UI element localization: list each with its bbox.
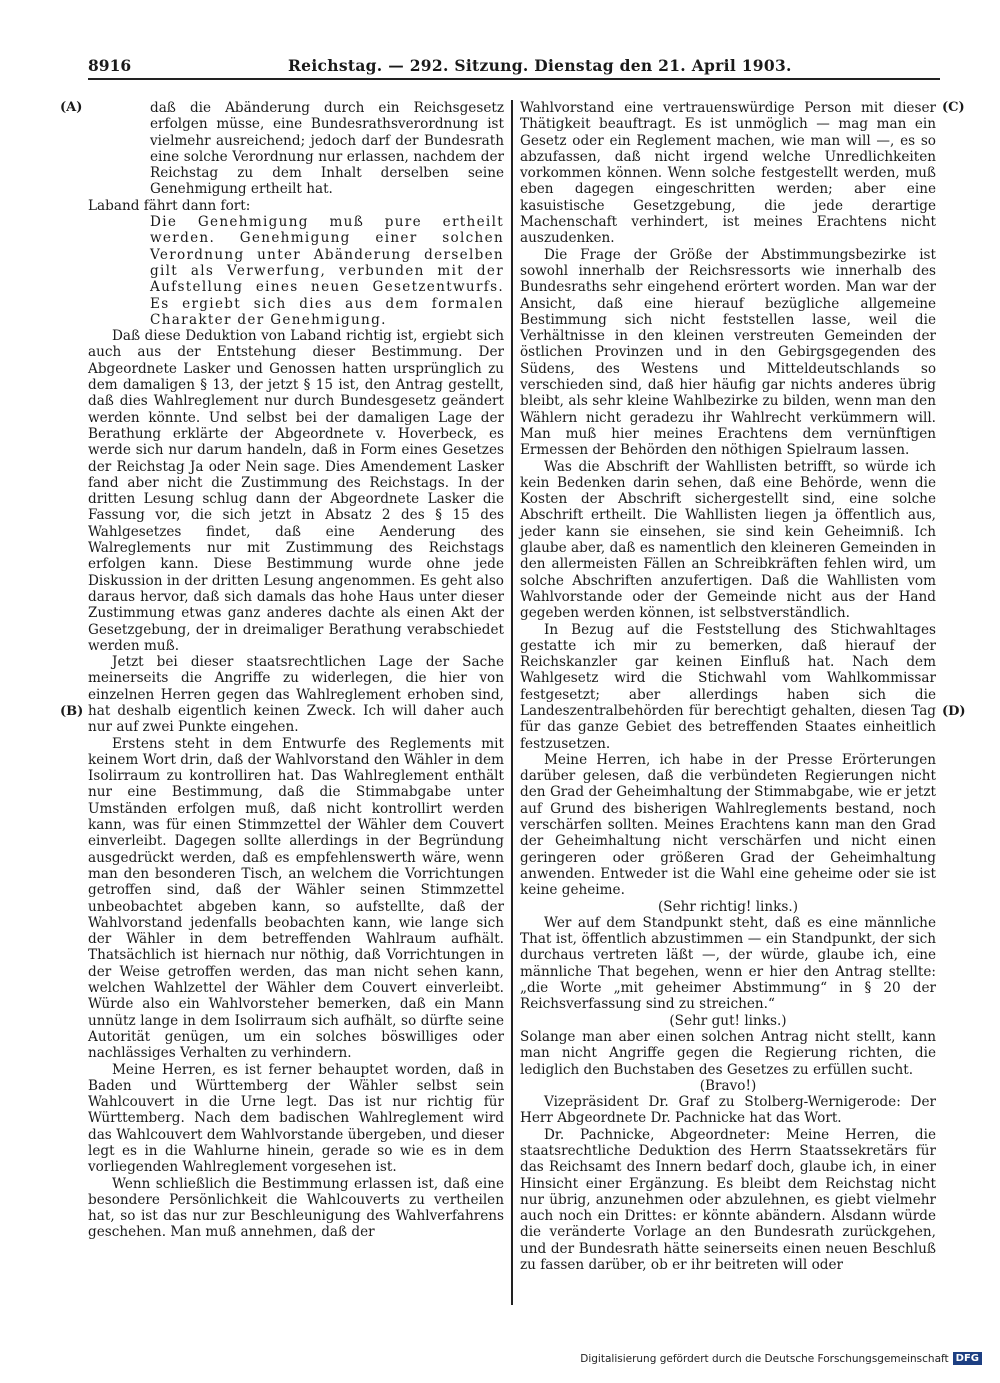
- running-title: Reichstag. — 292. Sitzung. Dienstag den 21. April 1903.: [288, 56, 792, 75]
- paragraph: In Bezug auf die Feststellung des Stichwahltages gestatte ich mir zu bemerken, daß hierauf der Reichskanzler gar keinen Einfluß hat. Nach dem Wahlgesetz wird die Stichwahl vom Wahlkommissar festgesetzt; aber allerdings haben sich die Landeszentralbehörden für berechtigt gehalten, diesen Tag für das ganze Gebiet des betreffenden Staates einheitlich festzusetzen.: [520, 621, 936, 752]
- paragraph: Daß diese Deduktion von Laband richtig ist, ergiebt sich auch aus der Entstehung dieser Bestimmung. Der Abgeordnete Lasker und Genossen hatten ursprünglich zu dem damaligen § 13, der jetzt § 15 ist, den Antrag gestellt, daß dies Wahlreglement nur durch Bundesgesetz geändert werden könnte. Und selbst bei der damaligen Lage der Berathung erklärte der Abgeordnete v. Hoverbeck, es werde sich nur darum handeln, daß in Form eines Gesetzes der Reichstag Ja oder Nein sage. Dies Amendement Lasker fand aber nicht die Zustimmung des Reichstags. In der dritten Lesung schlug dann der Abgeordnete Lasker die Fassung vor, die sich jetzt in Absatz 2 des § 15 des Wahlgesetzes findet, daß eine Aenderung des Walreglements nur mit Zustimmung des Reichstags erfolgen kann. Diese Bestimmung wurde ohne jede Diskussion in der dritten Lesung angenommen. Es geht also daraus hervor, daß sich damals das hohe Haus unter dieser Zustimmung etwas ganz anderes dachte als einen Akt der Gesetzgebung, der in dreimaliger Berathung verabschiedet werden muß.: [88, 328, 504, 654]
- paragraph: Die Frage der Größe der Abstimmungsbezirke ist sowohl innerhalb der Reichsressorts wie innerhalb des Bundesraths sehr eingehend erörtert worden. Man war der Ansicht, daß eine hierauf bezügliche allgemeine Bestimmung sich nicht feststellen lasse, weil die Verhältnisse in den kleinen verstreuten Gemeinden der östlichen Provinzen und in den Gebirgsgegenden des Südens, des Westens und Mitteldeutschlands so verschieden sind, daß hier häufig gar nichts anderes übrig bleibt, als sehr kleine Wahlbezirke zu bilden, wenn man den Wählern nicht geradezu ihr Wahlrecht verkümmern will. Man muß hier meines Erachtens dem vernünftigen Ermessen der Behörden den nöthigen Spielraum lassen.: [520, 246, 936, 459]
- page-header: [88, 54, 940, 80]
- quoted-paragraph: Die Genehmigung muß pure ertheilt werden. Genehmigung einer solchen Verordnung unter Abänderung derselben gilt als Verwerfung, verbunden mit der Aufstellung eines neuen Gesetzentwurfs. Es ergiebt sich dies aus dem formalen Charakter der Genehmigung.: [150, 214, 504, 328]
- page-number: 8916: [88, 56, 132, 75]
- interjection: (Sehr richtig! links.): [657, 898, 799, 915]
- paragraph: [88, 198, 504, 214]
- interjection: (Bravo!): [699, 1077, 757, 1094]
- paragraph: Erstens steht in dem Entwurfe des Reglements mit keinem Wort drin, daß der Wahlvorstand den Wähler in dem Isolirraum zu kontrolliren hat. Das Wahlreglement enthält nur eine Bestimmung, daß die Stimmabgabe unter Umständen erfolgen muß, daß nicht kontrollirt werden kann, was für einen Stimmzettel der Wähler dem Couvert einverleibt. Dagegen sollte allerdings in der Begründung ausgedrückt werden, daß es empfehlenswerth wäre, wenn man den besonderen Tisch, an welchem die Vorrichtungen getroffen sind, daß der Wähler seinen Stimmzettel unbeobachtet abgeben kann, so aufstellte, daß der Wahlvorstand jedenfalls beobachten kann, wie lange sich der Wähler in dem betreffenden Wahlraum aufhält. Thatsächlich ist hiernach nur nöthig, daß Vorrichtungen in der Weise getroffen werden, das man nicht sehen kann, welchen Wahlzettel der Wähler dem Couvert einverleibt. Würde also ein Wahlvorsteher bemerken, daß ein Mann unnütz lange in dem Isolirraum sich aufhält, so dürfte seine Autorität genügen, um ein solches böswilliges oder nachlässiges Verhalten zu verhindern.: [88, 735, 504, 1062]
- paragraph: Wahlvorstand eine vertrauenswürdige Person mit dieser Thätigkeit beauftragt. Es ist unmöglich — mag man ein Gesetz oder ein Reglement machen, wie man will —, es so abzufassen, daß nicht irgend welche Unredlichkeiten vorkommen können. Wenn solche festgestellt werden, muß eben dagegen eingeschritten werden; aber eine kasuistische Gesetzgebung, die jede derartige Machenschaft verhindert, ist meines Erachtens nicht auszudenken.: [520, 100, 936, 247]
- margin-marker-a: (A): [60, 100, 83, 115]
- margin-marker-b: (B): [60, 704, 84, 719]
- footer: [580, 1352, 982, 1365]
- dfg-logo: DFG: [953, 1352, 982, 1365]
- paragraph: Jetzt bei dieser staatsrechtlichen Lage der Sache meinerseits die Angriffe zu widerlegen, die hier von einzelnen Herren gegen das Wahlreglement erhoben sind, hat deshalb eigentlich keinen Zweck. Ich will daher auch nur auf zwei Punkte eingehen.: [88, 654, 504, 736]
- paragraph: Wenn schließlich die Bestimmung erlassen ist, daß eine besondere Persönlichkeit die Wahlcouverts zu vertheilen hat, so ist das nur zur Beschleunigung des Wahlverfahrens geschehen. Man muß annehmen, daß der: [88, 1175, 504, 1241]
- left-column: [88, 100, 504, 1241]
- paragraph: Meine Herren, ich habe in der Presse Erörterungen darüber gelesen, daß die verbündeten Regierungen nicht den Grad der Geheimhaltung der Stimmabgabe, wie er jetzt auf Grund des bisherigen Wahlreglements bestand, noch verschärfen sollten. Meines Erachtens kann man den Grad der Geheimhaltung nicht verschärfen und nicht einen geringeren oder größeren Grad der Geheimhaltung anwenden. Entweder ist die Wahl eine geheime oder sie ist keine geheime.: [520, 751, 936, 899]
- paragraph: Dr. Pachnicke, Abgeordneter: Meine Herren, die staatsrechtliche Deduktion des Herrn Staatssekretärs für das Reichsamt des Innern bedarf doch, glaube ich, in einer Hinsicht einer Ergänzung. Es bleibt dem Reichstag nicht nur übrig, anzunehmen oder abzulehnen, es giebt vielmehr auch noch ein Drittes: er könnte abändern. Alsdann würde die veränderte Vorlage an den Bundesrath zurückgehen, und der Bundesrath hätte seinerseits einen neuen Beschluß zu fassen darüber, ob er ihr beitreten will oder: [520, 1126, 936, 1274]
- speaker-label: Laband: [88, 197, 140, 214]
- paragraph: Vizepräsident Dr. Graf zu Stolberg-Wernigerode: Der Herr Abgeordnete Dr. Pachnicke hat das Wort.: [520, 1094, 936, 1127]
- margin-marker-d: (D): [942, 704, 966, 719]
- paragraph: daß die Abänderung durch ein Reichsgesetz erfolgen müsse, eine Bundesrathsverordnung ist vielmehr ausreichend; jedoch darf der Bundesrath eine solche Verordnung nur erlassen, nachdem der Reichstag zu dem Inhalt derselben seine Genehmigung ertheilt hat.: [150, 100, 504, 198]
- footer-text: Digitalisierung gefördert durch die Deutsche Forschungsgemeinschaft: [580, 1352, 949, 1365]
- right-column: [520, 100, 936, 1273]
- paragraph: Meine Herren, es ist ferner behauptet worden, daß in Baden und Württemberg der Wähler selbst sein Wahlcouvert in die Urne legt. Das ist nur richtig für Württemberg. Nach dem badischen Wahlreglement wird das Wahlcouvert dem Wahlvorstande übergeben, und dieser legt es in die Wahlurne hinein, gerade so wie es in dem vorliegenden Wahlreglement vorgesehen ist.: [88, 1061, 504, 1176]
- margin-marker-c: (C): [942, 100, 965, 115]
- column-divider: [511, 100, 513, 1305]
- paragraph: Was die Abschrift der Wahllisten betrifft, so würde ich kein Bedenken darin sehen, daß eine Behörde, wenn die Kosten der Abschrift sichergestellt sind, eine solche Abschrift ertheilt. Die Wahllisten liegen ja öffentlich aus, jeder kann sie einsehen, sie sind kein Geheimniß. Ich glaube aber, daß es namentlich den kleineren Gemeinden in den allermeisten Fällen an Schreibkräften fehlen wird, um solche Abschriften anzufertigen. Daß die Wahllisten vom Wahlvorstande oder der Gemeinde nicht aus der Hand gegeben werden können, ist selbstverständlich.: [520, 458, 936, 622]
- paragraph: Wer auf dem Standpunkt steht, daß es eine männliche That ist, öffentlich abzustimmen — ein Standpunkt, der sich durchaus vertreten läßt —, der würde, glaube ich, eine männliche That begehen, wenn er hier den Antrag stellte: „die Worte „mit geheimer Abstimmung“ in § 20 der Reichsverfassung sind zu streichen.“: [520, 914, 936, 1013]
- paragraph: Solange man aber einen solchen Antrag nicht stellt, kann man nicht Angriffe gegen die Regierung richten, die lediglich den Buchstaben des Gesetzes zu erfüllen sucht.: [520, 1028, 936, 1078]
- paragraph-text: fährt dann fort:: [143, 197, 251, 214]
- interjection: (Sehr gut! links.): [669, 1012, 787, 1029]
